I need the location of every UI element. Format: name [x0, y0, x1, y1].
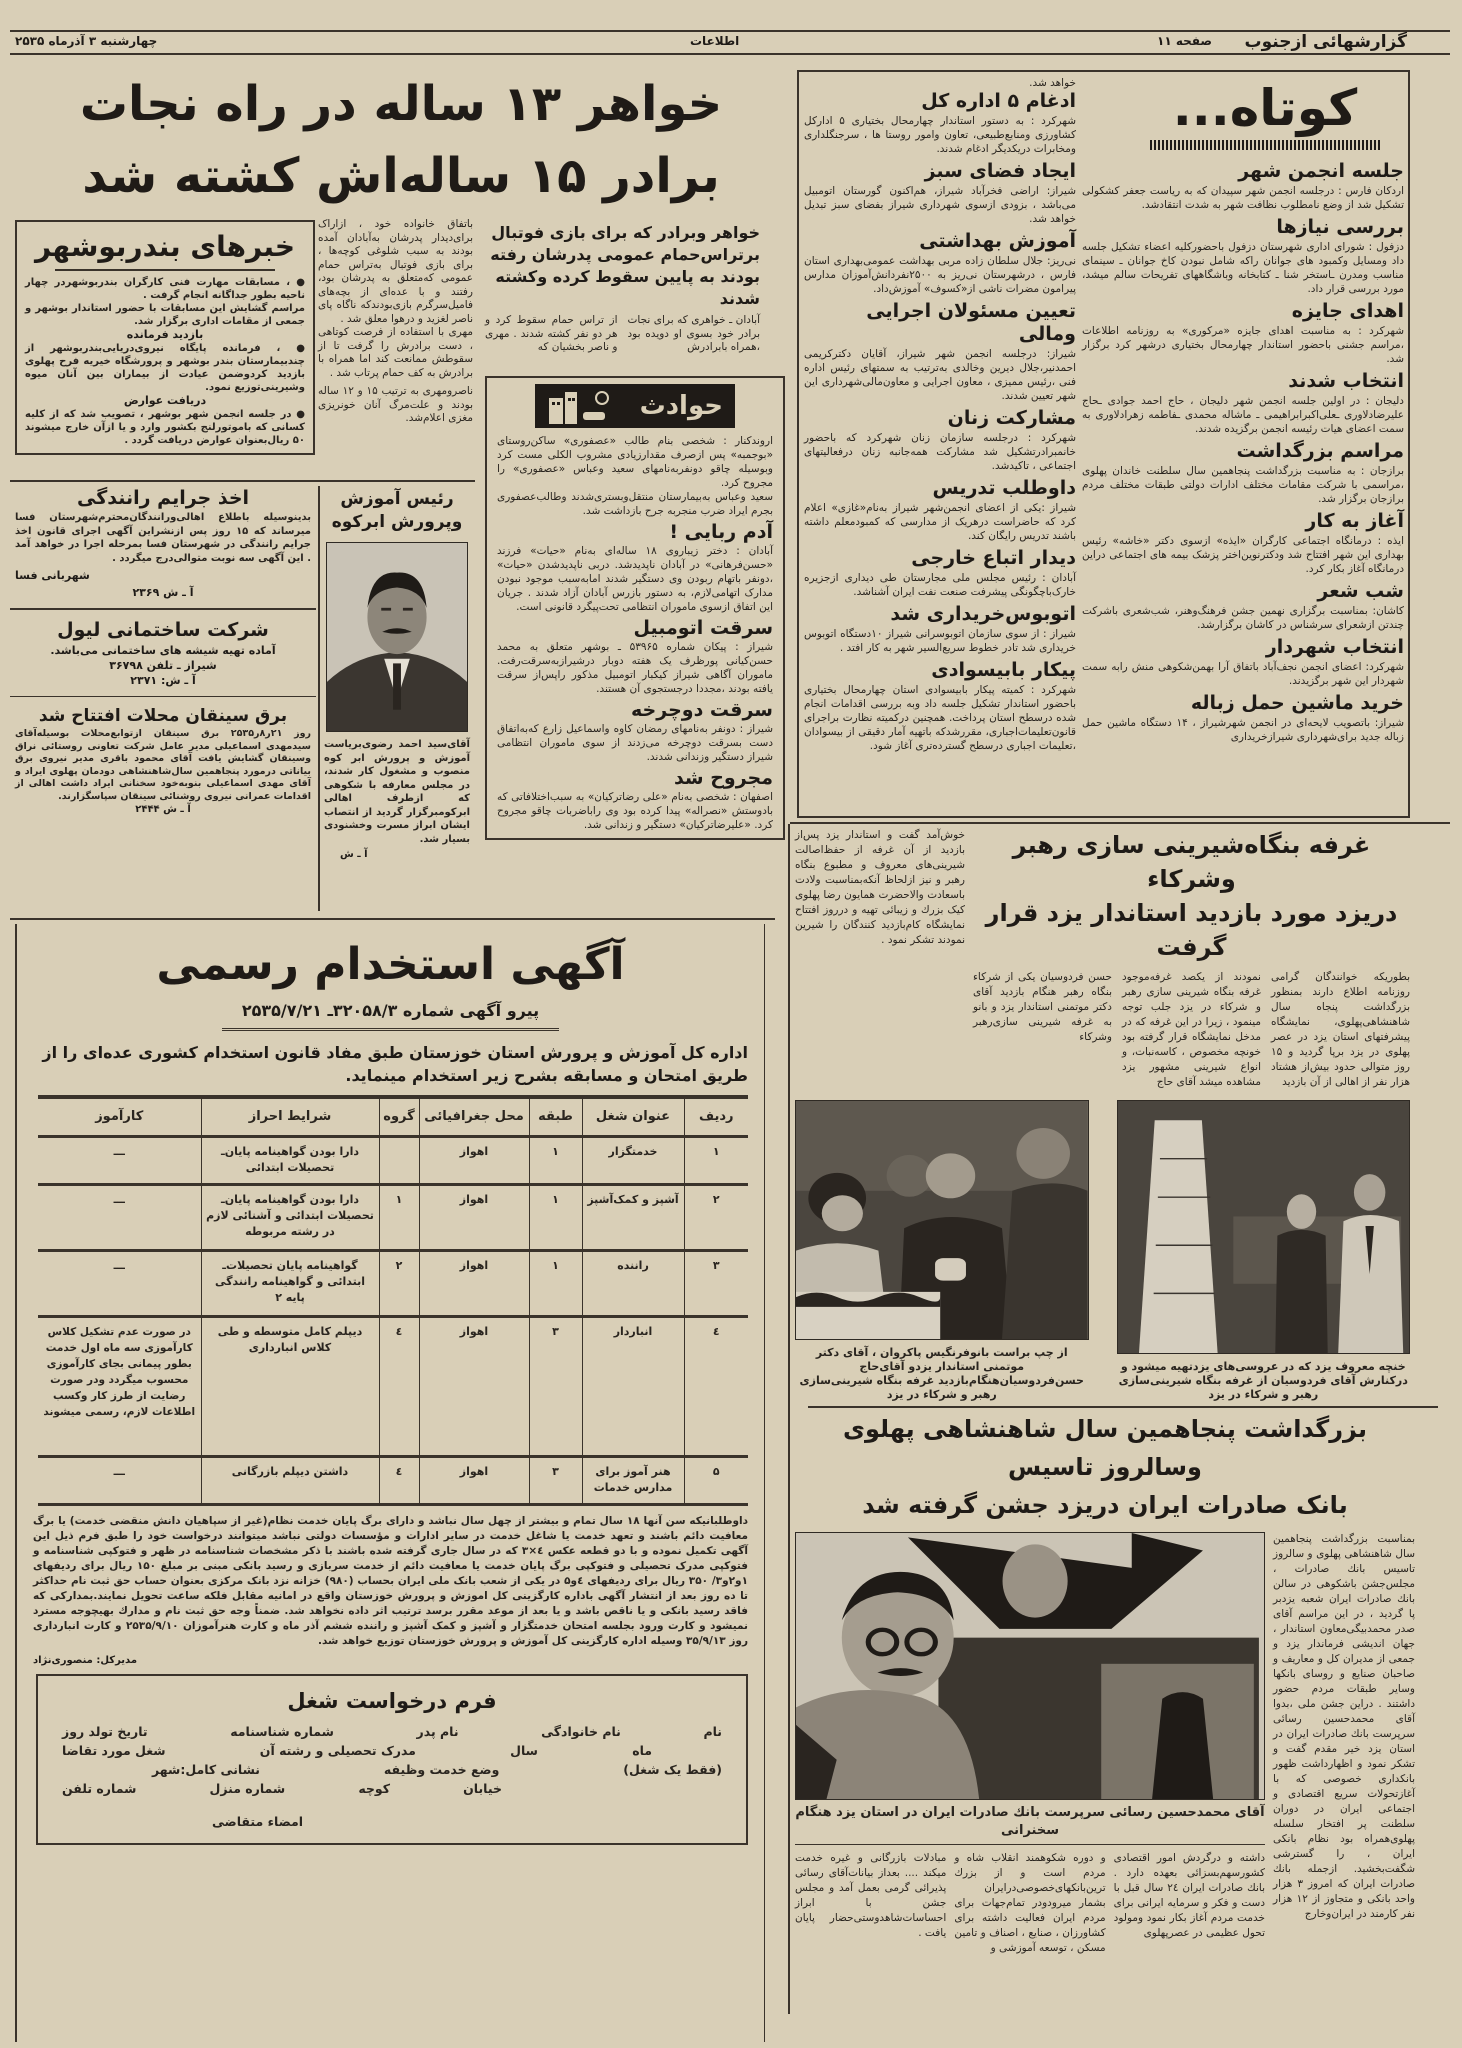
bushehr-title: خبرهای بندربوشهر [34, 230, 296, 263]
wedding-tray-photo [1117, 1100, 1411, 1354]
cell-job-title: راننده [582, 1251, 684, 1317]
brief-text: شیراز: درجلسه انجمن شهر شیراز، آقایان دکترکریمی احمدنیر،جلال دیرین وخالدی به‌ترتیب به سمتهای رئیس اداره فنی ،رئیس ممیزی ، معاون اجرایی و معاون‌مالی‌شهرداری این شهر تعیین شدند. [804, 348, 1076, 402]
cell-group: ۲ [379, 1251, 419, 1317]
cell-requirements: دیپلم کامل متوسطه و طی کلاس انبارداری [201, 1317, 379, 1457]
sweets-photo-left-group [795, 1100, 1089, 1402]
form-field-id-number[interactable]: شماره شناسنامه [230, 1724, 334, 1739]
briefs-right-column [1082, 160, 1404, 748]
brief-text: شهرکرد : درجلسه سازمان زنان شهرکرد که باحضور خانمبرادرتشکیل شد مشارکت همه‌جانبه زنان درفعالیتهای اجتماعی ، تاکیدشد. [804, 432, 1076, 472]
sweets-text-area [795, 828, 1410, 1090]
bank-col-1: داشته و درگردش امور اقتصادی کشورسهم‌بسزائی بعهده دارد . بانك صادرات ایران ۲٤ سال قبل با دست و فکر و سرمایه ایرانی برای خدمت مردم آغاز بکار نمود ومولود تحول عظیمی در عصرپهلوی [1113, 1852, 1265, 1939]
cell-job-title: آشپز و کمک‌آشپز [582, 1185, 684, 1251]
header-rule-top [10, 30, 1450, 32]
cell-row-number: ۱ [684, 1137, 748, 1185]
form-field-signature[interactable]: امضاء متقاضی [212, 1814, 304, 1829]
driving-fines-text: بدینوسیله باطلاع اهالی‌ورانندگان‌محترم‌شهرستان فسا میرساند که ۱۵ روز پس ازنشراین آگهی اجرای قانون اخذ جرایم رانندگی در شهرستان فسا بمرحله اجرا در خواهد آمد . این آگهی سه نوبت متوالی‌درج میگردد . [15, 512, 311, 564]
lead-body-p2: مهری با استفاده از فرصت کوتاهی ، دست برادرش را گرفت تا از سقوطش ممانعت کند اما همراه با برادرش به کف حمام پرتاب شد . [318, 326, 473, 379]
abarkuh-title-2: وپرورش ابرکوه [331, 512, 463, 532]
bushehr-p1: ● ، مسابقات مهارت فنی کارگران بندربوشهردر چهار ناحیه بطور جداگانه انجام گرفت . [25, 277, 305, 301]
job-ad-director: مدیرکل: منصوری‌نژاد [33, 1655, 138, 1666]
driving-fines-ad [15, 486, 311, 600]
incident-item [497, 521, 773, 614]
table-row [38, 1185, 748, 1251]
column-header-job-title: عنوان شغل [582, 1099, 684, 1137]
brief-item [1082, 216, 1404, 296]
job-ad-title: آگهی استخدام رسمی [156, 939, 625, 990]
form-field-address-city[interactable]: نشانی کامل:شهر [152, 1762, 260, 1777]
sweets-sidebar-divider [788, 824, 790, 2014]
form-row [62, 1722, 722, 1741]
brief-title: شب شعر [1317, 580, 1404, 602]
lead-headline-line-1: خواهر ۱۳ ساله در راه نجات [79, 76, 723, 132]
bushehr-h2: بازدید فرمانده [126, 328, 204, 341]
bank-photo-caption: آقای محمدحسین رسائی سرپرست بانك صادرات ایران در استان یزد هنگام سخنرانی [795, 1800, 1265, 1845]
form-row [62, 1760, 722, 1779]
lead-body-p3: ناصرومهری به ترتیب ۱۵ و ۱۲ ساله بودند و علت‌مرگ آنان خونریزی مغزی اعلام‌شد. [318, 385, 474, 424]
brief-title: ادغام ۵ اداره کل [921, 90, 1076, 112]
briefs-logo [1140, 76, 1390, 160]
cell-class: ۳ [529, 1317, 582, 1457]
brief-text: اردکان فارس : درجلسه انجمن شهر سپیدان که به ریاست جعفر کشکولی تشکیل شد از وضع نامطلوب نظافت شهر به شدت انتقادشد. [1082, 185, 1404, 211]
job-positions-table [38, 1099, 748, 1506]
lead-headline-line-2: برادر ۱۵ ساله‌اش کشته شد [82, 148, 720, 204]
level-company-title: شرکت ساختمانی لیول [57, 618, 269, 641]
brief-item [804, 547, 1076, 599]
brief-item [1082, 300, 1404, 366]
brief-text: شهرکرد : به مناسبت اهدای جایزه «مرکوری» به روزنامه اطلاعات ،مراسم جشنی باحضور استاندار چهارمحال بختیاری درشهر کرد برگزار شد. [1082, 325, 1404, 365]
form-row [62, 1741, 722, 1760]
incident-item [497, 767, 773, 832]
driving-fines-signature: شهربانی فسا [15, 569, 90, 582]
brief-title: ایجاد فضای سبز [924, 160, 1076, 182]
bank-top-rule [808, 1406, 1438, 1408]
brief-text: ایذه : درمانگاه اجتماعی کارگران «ایذه» ازسوی دکتر «خاشه» رئیس بهداری این شهر افتتاح شد ودکترنوین‌اختر پزشک بیمه های اجتماعی دراین درمانگاه آغاز بکار کرد. [1082, 535, 1404, 575]
bank-headline-line-1: بزرگداشت پنجاهمین سال شاهنشاهی پهلوی وسالروز تاسیس [842, 1415, 1367, 1481]
brief-title: اهدای جایزه [1291, 300, 1404, 322]
incidents-logo-text: حوادث [639, 391, 723, 421]
incident-title: سرقت اتومبیل [633, 617, 773, 639]
sinqan-power-title: برق سینقان محلات افتتاح شد [38, 706, 288, 726]
brief-text: شیراز : از سوی سازمان اتوبوسرانی شیراز ۱۰دستگاه اتوبوس خریداری شد تادر خطوط سریع‌السیر شهر به کار افتد . [804, 628, 1076, 654]
cell-requirements: داشتن دیپلم بازرگانی [201, 1457, 379, 1505]
cell-location: اهواز [419, 1185, 529, 1251]
sweets-photo-caption-left: از چپ براست بانوفرنگیس پاکروان ، آقای دکتر موتمنی استاندار یزدو آقای‌حاج حسن‌فردوسیان‌هنگام‌بازدید غرفه بنگاه شیرینی‌سازی رهبر و شرکاء در یزد [799, 1346, 1084, 1401]
abarkuh-code: آ ـ ش [340, 849, 368, 860]
cell-row-number: ۲ [684, 1185, 748, 1251]
brief-item [1082, 440, 1404, 506]
bank-speech-photo [795, 1532, 1265, 1800]
job-application-form [36, 1674, 748, 1845]
sweets-sidebar-text: خوش‌آمد گفت و استاندار یزد پس‌از بازدید از آن غرفه از حفظ‌اصالت شیرینی‌های معروف و مطبوع بنگاه رهبر و نیز ازلحاظ آنکه‌بمناسبت ولادت باسعادت والاحضرت همایون رضا پهلوی کیک بزرك و زیبائی تهیه و درروز افتتاح نمایشگاه کام‌بازدید کنندگان را شیرین نمودند تشکر نمود . [795, 829, 965, 946]
cell-group [379, 1137, 419, 1185]
form-field-first-name[interactable]: نام [703, 1724, 722, 1739]
sweets-col-2: نمودند از یکصد غرفه‌موجود غرفه بنگاه شیرینی سازی رهبر و شرکاء در یزد جلب توجه مینمود ، زیرا در این غرفه که در مدخل نمایشگاه قرار گرفته بود خونچه مخصوص ، کاسه‌نبات، و انواع شیرینی مشهور یزد مشاهده میشد آقای حاج [1122, 971, 1261, 1088]
sweets-col-1: بطوریکه خوانندگان گرامی روزنامه اطلاع دارند بمنظور بزرگداشت پنجاه سال شاهنشاهی‌پهلوی، نمایشگاه پیشرفتهای استان یزد در عصر پهلوی در یزد برپا گردید و ۱۵ روز متوالی حدود بیش‌از هشتاد هزار نفر از اهالی از آن بازدید [1271, 971, 1410, 1088]
lead-subhead: خواهر وبرادر که برای بازی فوتبال برتراس‌حمام عمومی پدرشان رفته بودند به پایین سقوط کرده وکشته شدند [490, 223, 760, 308]
incidents-intro-1: اروندکنار : شخصی بنام طالب «عصفوری» ساکن‌روستای «بوجمبه» پس ازصرف مقدارزیادی مشروب الکلی مست کرد وبوسیله چاقو دونفربه‌نامهای سعید وعباس «عصفوری» را مجروح کرد. [497, 435, 773, 489]
cell-job-title: هنر آموز برای مدارس خدمات [582, 1457, 684, 1505]
ads-top-rule [10, 480, 475, 482]
sinqan-power-code: آ ـ ش ۲۴۴۴ [135, 804, 191, 815]
sweets-columns [973, 970, 1410, 1090]
newspaper-name: اطلاعات [690, 34, 740, 48]
brief-item [804, 160, 1076, 226]
form-field-house-number[interactable]: شماره منزل [209, 1781, 286, 1796]
sweets-story [795, 828, 1410, 1402]
incident-item [497, 699, 773, 764]
page-number: صفحه ۱۱ [1157, 34, 1212, 48]
job-ad-reference-wrap [33, 1000, 748, 1031]
incident-text: شیراز : دونفر به‌نامهای رمضان کاوه واسماعیل زارع که‌به‌اتفاق دست بسرقت دوچرخه می‌زدند از سوی ماموران انتظامی شیراز دستگیر وزندانی شدند. [497, 723, 773, 763]
form-field-father-name[interactable]: نام پدر [416, 1724, 459, 1739]
brief-title: تعیین مسئولان اجرایی ومالی [866, 300, 1076, 345]
cell-class: ۱ [529, 1185, 582, 1251]
brief-title: انتخاب شدند [1288, 370, 1404, 392]
cell-requirements: دارا بودن گواهینامه پایان‌ـ تحصیلات ابتدائی [201, 1137, 379, 1185]
brief-text: شیراز: باتصویب لایحه‌ای در انجمن شهرشیراز ، ۱۴ دستگاه ماشین حمل زباله جدید برای‌شهرداری شیرازخریداری [1082, 717, 1405, 743]
brief-item [804, 230, 1076, 296]
buildings-illustration-icon [547, 388, 617, 424]
brief-text: شیراز: اراضی فخرآباد شیراز، هم‌اکنون گورستان اتومبیل می‌باشد ، بزودی ازسوی شهرداری شیراز بفضای سبز تبدیل خواهد شد. [804, 185, 1076, 225]
ads-column-divider [318, 486, 320, 911]
incidents-logo [535, 384, 735, 428]
cell-job-title: خدمتگزار [582, 1137, 684, 1185]
column-header-group: گروه [379, 1099, 419, 1137]
brief-title: بررسی نیازها [1276, 216, 1404, 238]
incidents-box [485, 376, 785, 840]
form-field-requested-job[interactable]: شغل مورد تقاضا [62, 1743, 166, 1758]
cell-trainee: ـــ [38, 1251, 201, 1317]
lead-intro-left: از تراس حمام سقوط کرد و هر دو نفر کشته شدند . مهری و ناصر بخشیان که [485, 314, 618, 353]
brief-text: شهرکرد: اعضای انجمن نجف‌آباد باتفاق آرا بهمن‌شکوهی منش رابه سمت شهردار این شهر برگزیدند. [1082, 661, 1404, 687]
column-header-location: محل جغرافیائی [419, 1099, 529, 1137]
table-row [38, 1317, 748, 1457]
cell-class: ۱ [529, 1251, 582, 1317]
brief-item [1082, 370, 1404, 436]
brief-item [1082, 580, 1404, 632]
incident-title: آدم ربایی ! [669, 521, 773, 543]
brief-title: مراسم بزرگداشت [1236, 440, 1404, 462]
sweets-headline-line-1: غرفه بنگاه‌شیرینی سازی رهبر وشرکاء [1012, 831, 1371, 893]
brief-text: برازجان : به مناسبت بزرگداشت پنجاهمین سال سلطنت خاندان پهلوی ،مراسمی با شرکت مقامات مختلف ادارات دولتی طبقات مختلف مردم برازجان برگزار شد. [1082, 465, 1404, 505]
level-company-text: آماده تهیه شیشه های ساختمانی می‌باشد. [50, 643, 276, 657]
bank-sidebar-text: بمناسبت بزرگداشت پنجاهمین سال شاهنشاهی پهلوی و سالروز تاسیس بانك صادرات ، مجلس‌جشن باشکوهی در سالن بانك صادرات ایران شعبه یزدبر پا گردید ، در این مراسم آقای صدر محمدبیگی‌معاون استاندار ، جهان اندیشی فرماندار یزد و جمعی از مدیران کل و معاریف و صاحبان صنایع و روسای بانکها وسایر طبقات مردم حضور داشتند . دراین جشن ملی ،بدوا آقای محمدحسین رسائی سرپرست بانك صادرات ایران در استان یزد خیر مقدم گفت و تشکر نمود و اظهارداشت ظهور بانکداری خصوصی که با آغازتحولات سریع اقتصادی و اجتماعی ایران در دوران سلطنت پر افتخار سلسله پهلوی‌همراه بود نظام بانکی ایران ، را گسترشی شگفت‌بخشید. ازجمله بانك صادرات ایران که امروز ۳ هزار واحد بانکی و متجاوز از ۱۲ هزار نفر کارمند در ایران‌وخارج [1273, 1533, 1415, 1920]
brief-title: دیدار اتباع خارجی [911, 547, 1076, 569]
job-ad-reference: پیرو آگهی شماره ۳۲۰۵۸/۳ـ ۲۵۳۵/۷/۲۱ [222, 1000, 559, 1031]
abarkuh-title-1: رئیس آموزش [340, 489, 454, 509]
brief-item [804, 477, 1076, 543]
form-field-birth-year[interactable]: سال [510, 1743, 538, 1758]
brief-item [804, 659, 1076, 753]
abarkuh-caption: آقای‌سید احمد رضوی‌بریاست آموزش و پرورش ابر کوه منصوب و مشغول کار شدند، در مجلس معارفه با شکوهی که ازطرف اهالی ابرکومبرگزار گردید از انتصاب ایشان ابراز مسرت وخشنودی بسیار شد. [324, 739, 470, 845]
column-header-class: طبقه [529, 1099, 582, 1137]
level-company-ad [15, 618, 311, 688]
form-field-street[interactable]: خیابان [463, 1781, 502, 1796]
cell-group: ۱ [379, 1185, 419, 1251]
bushehr-title-rule [55, 269, 275, 271]
ads-rule-2 [10, 696, 316, 698]
incident-title: سرقت دوچرخه [631, 699, 773, 721]
bank-headline-line-2: بانک صادرات ایران دریزد جشن گرفته شد [862, 1491, 1348, 1519]
lead-subhead-block [485, 222, 760, 355]
sinqan-power-text: روز ۲۱ر۸ر۲۵۳۵ برق سینقان ازتوابع‌محلات بوسیله‌آقای سیدمهدی اسماعیلی مدیر عامل شرکت تعاونی روستائی نراق وسینقان گشایش یافت آقای محمود باقری مدیر نیروی برق بیاناتی درمورد پنجاهمین سال‌شاهنشاهی دودمان پهلوی ایراد و آقای مهدی اسماعیلی بنوبه‌خود سخنانی ایراد داشت اهالی از اقدامات عمرانی نیروی روشنائی سینقان سپاسگزارند. [15, 728, 311, 802]
brief-continuation: خواهد شد. [1029, 77, 1076, 89]
cell-class: ۱ [529, 1137, 582, 1185]
cell-requirements: دارا بودن گواهینامه پایان‌ـ تحصیلات ابتدائی و آشنائی لازم در رشته مربوطه [201, 1185, 379, 1251]
incident-text: اصفهان : شخصی به‌نام «علی رضاترکیان» به سبب‌اختلافاتی که بادوستش «نصراله» پیدا کرده بود وی راباضربات چاقو مجروح کرد. «علیرضاترکیان» دستگیر و زندانی شد. [497, 791, 773, 831]
brief-item [1082, 510, 1404, 576]
section-title: گزارشهائی ازجنوب [1244, 32, 1407, 52]
sweets-photo-caption-right: خنچه معروف یزد که در عروسی‌های یزدتهیه میشود و درکنارش آقای فردوسیان از غرفه بنگاه شیرینی‌سازی رهبر و شرکاء در یزد [1118, 1360, 1408, 1401]
cell-job-title: انباردار [582, 1317, 684, 1457]
cell-location: اهواز [419, 1251, 529, 1317]
column-header-requirements: شرایط احراز [201, 1099, 379, 1137]
cell-trainee: ـــ [38, 1457, 201, 1505]
sweets-visit-photo [795, 1100, 1089, 1340]
brief-title: داوطلب تدریس [932, 477, 1076, 499]
incident-item [497, 617, 773, 696]
bank-col-2: و دوره شکوهمند انقلاب شاه و مردم است و از بزرك ترین‌بانکهای‌خصوصی‌درایران بشمار میرودودر تمام‌جهات برای مردم ایران فعالیت داشته برای کشاورزان ، صنایع ، اصناف و تامین مسکن ، توسعه آموزشی و [954, 1852, 1106, 1954]
sinqan-power-ad [15, 705, 311, 817]
brief-title: جلسه انجمن شهر [1238, 160, 1404, 182]
bushehr-p3: ● ، فرمانده پایگاه نیروی‌دریایی‌بندربوشهر از چندبیمارستان بندر بوشهر و پرورشگاه خیریه فرح پهلوی بازدید کردوضمن عیادت از بیماران بین آنان میوه وشیرینی‌توزیع نمود. [25, 343, 305, 393]
brief-item [804, 300, 1076, 403]
driving-fines-code: آ ـ ش ۲۳۶۹ [132, 586, 194, 599]
form-note-one-job: (فقط یک شغل) [623, 1762, 722, 1777]
cell-row-number: ۵ [684, 1457, 748, 1505]
cell-class: ۳ [529, 1457, 582, 1505]
bank-col-3: مبادلات بازرگانی و غیره خدمت میکند .... بعداز بیانات‌آقای رسائی پذیرائی گرمی بعمل آمد و مجلس جشن با ابراز احساسات‌شاهدوستی‌حضار پایان یافت . [795, 1852, 947, 1939]
header-rule-bottom [10, 53, 1450, 55]
brief-text: شهرکرد : کمیته پیکار بابیسوادی استان چهارمحال بختیاری باحضور استاندار تشکیل جلسه داد وبه بررسی اقدامات انجام شده درسطح استان پرداخت. همچنین درکمیته نظارت براجرای قانون‌تعلیمات‌اجباری، مقررشدکه باتهیه آمار دقیقی از بیسوادان ،تعلیمات اجباری درسطح گسترده‌تری آغاز شود. [804, 684, 1076, 752]
form-row [62, 1812, 722, 1831]
briefs-logo-text: کوتاه... [1172, 79, 1358, 137]
table-row [38, 1251, 748, 1317]
briefs-logo-bar [1150, 140, 1380, 150]
form-field-birth-month[interactable]: ماه [632, 1743, 652, 1758]
ads-rule-1 [10, 608, 316, 610]
sweets-col-3: حسن فردوسیان یکی از شرکاء بنگاه رهبر هنگام بازدید آقای دکتر موتمنی استاندار یزد و بانو به غرفه شیرینی سازی‌رهبر وشرکاء [973, 971, 1112, 1043]
sweets-photo-right-group [1117, 1100, 1411, 1402]
sweets-photos-row [795, 1100, 1410, 1402]
bushehr-p2: مراسم گشایش این مسابقات با حضور استاندار بوشهر و جمعی از مقامات اداری برگزار شد. [25, 303, 305, 327]
cell-group: ٤ [379, 1457, 419, 1505]
table-row [38, 1137, 748, 1185]
form-title: فرم درخواست شغل [287, 1689, 497, 1713]
bank-body-row [795, 1532, 1415, 1956]
form-field-alley[interactable]: کوچه [358, 1781, 391, 1796]
brief-item [1082, 692, 1404, 744]
job-ad-conditions: داوطلبانیکه سن آنها ۱۸ سال تمام و بیشتر از چهل سال نباشد و دارای برگ پایان خدمت نظام(غیر از سپاهیان دانش منقضی خدمت) یا برگ معافیت دائم باشند و تعهد خدمت یا شاغل خدمت در سایر ادارات و مؤسسات دولتی نباشد میتوانند درخواست خود را طبق فرم ذیل این آگهی تکمیل نموده و با دو قطعه عکس ٤×۳ که در سال جاری گرفته شده باشند با ذکر مشخصات شناسنامه در ظهر و فتوکپی شناسنامه و فتوکپی مدرک تحصیلی و فتوکپی برگ پایان خدمت یا معافیت دائم از خدمت سربازی و رسید بانکی مبنی بر مبلغ ۱۵۰ ریال برای ردیفهای ۱و۲و۳/ ۳۵۰ ریال برای ردیفهای ٤و۵ در یکی از شعب بانک ملی ایران بحساب (۹۸۰) خزانه نزد بانک مرکزی بعنوان حساب حق ثبت نام حداکثر تا ده روز بعد از انتشار آگهی باداره کارگزینی کل اموزش و پرورش خوزستان واقع در امانیه مقابل فلکه ساعت تحویل نمایند.بمدارکی که فاقد رسید بانکی و یا ناقص باشد و یا بعد از موعد مقرر برسد ترتیب اثر داده نخواهد شد. ضمناً وجه حق ثبت نام و مدارك بهیچوجه مسترد نمیشود و کارت ورود بجلسه امتحان خدمتگزار و آشپز و کمک آشپز و راننده ششم آذر ماه و کارت هنرآموزان ۲۵۳۵/۹/۱۰ و کارت انبارداری روز ۳۵/۹/۱۳ وسیله اداره کارگزینی کل آموزش و پرورش خوزستان توزیع خواهد شد. [33, 1515, 749, 1647]
brief-item [1082, 636, 1404, 688]
incident-text: آبادان : دختر زیباروی ۱۸ ساله‌ای به‌نام «حیات» فرزند «حسن‌فرهانی» در آبادان ناپدیدشد. دربی ناپدیدشدن «حیات» ،دونفر باتهام ربودن وی دستگیر شدند امابه‌سبب موجود نبودن مدارک اتهامی‌لازم، به دستور بازرس آبادان آزاد شدند . جریان این اتفاق ازسوی ماموران انتظامی تحت‌پیگرد قانونی است. [497, 545, 773, 613]
job-ad-top-rule [10, 918, 775, 920]
cell-requirements: گواهینامه پایان تحصیلات‌ـ ابتدائی و گواهینامه رانندگی پایه ۲ [201, 1251, 379, 1317]
driving-fines-title: اخذ جرایم رانندگی [76, 487, 250, 509]
brief-title: آغاز به کار [1305, 510, 1404, 532]
bank-main-column [795, 1532, 1265, 1956]
bank-story [795, 1410, 1415, 2044]
brief-text: آبادان : رئیس مجلس ملی مجارستان طی دیداری ازجزیره خارک‌باچگونگی پیشرفت صنعت نفت ایران آشناشد. [804, 572, 1076, 598]
brief-text: نی‌ریز: جلال سلطان زاده مربی بهداشت عمومی‌بهداری استان فارس ، درشهرستان نی‌ریز به ۲۵۰۰نفردانش‌آموزان مدارس پیرامون مضرات ناشی از«کسوف» آموزش‌داد. [804, 255, 1077, 295]
brief-text: دلیجان : در اولین جلسه انجمن شهر دلیجان ، حاج احمد جوادی ـحاج علیرضادلاوری ـعلی‌اکبرابراهیمی ـ ماشاله محمدی ـفاطمه زهرادلاوری به سمت اعضای هیات رئیسه انجمن برگزیده شدند. [1082, 395, 1404, 435]
form-field-last-name[interactable]: نام خانوادگی [541, 1724, 621, 1739]
lead-headline [12, 68, 790, 212]
column-header-row-number: ردیف [684, 1099, 748, 1137]
level-company-phone: شیراز ـ تلفن ۳۶۷۹۸ [109, 658, 217, 672]
bushehr-p4: ● در جلسه انجمن شهر بوشهر ، تصویب شد که از کلیه کسانی که باموتورلنج بکشور وارد و یا ازآن خارج میشوند ۵۰ ریال‌بعنوان عوارض دریافت گردد . [25, 409, 305, 446]
cell-location: اهواز [419, 1457, 529, 1505]
issue-date: چهارشنبه ۳ آذرماه ۲۵۳۵ [15, 34, 158, 48]
lead-intro-columns [485, 314, 760, 355]
cell-location: اهواز [419, 1317, 529, 1457]
table-row [38, 1457, 748, 1505]
lead-intro-right: آبادان ـ خواهری که برای نجات برادر خود بسوی او دویده بود ،همراه بابرادرش [627, 314, 760, 353]
incidents-intro-2: سعید وعباس به‌بیمارستان منتقل‌وبستری‌شدند وطالب‌عصفوری بجرم ایراد ضرب منجربه جرح بازداشت شد. [497, 491, 773, 517]
brief-text: شیراز :یکی از اعضای انجمن‌شهر شیراز به‌نام«غازی» اعلام کرد که حاضراست درهریک از مدارسی که کمبودمعلم داشته باشند تدریس رایگان کند. [804, 502, 1076, 542]
cell-trainee: در صورت عدم تشکیل کلاس کارآموزی سه ماه اول خدمت بطور پیمانی بجای کارآموزی محسوب میگردد ودر صورت رضایت از طرز کار وکسب اطلاعات لازم، رسمی میشوند [38, 1317, 201, 1457]
cell-row-number: ٤ [684, 1317, 748, 1457]
cell-row-number: ۳ [684, 1251, 748, 1317]
left-ads-column [15, 486, 311, 817]
sweets-headline-line-2: دریزد مورد بازدید استاندار یزد قرار گرفت [985, 899, 1398, 961]
cell-location: اهواز [419, 1137, 529, 1185]
sweets-main-text [973, 828, 1410, 1090]
brief-title: اتوبوس‌خریداری شد [890, 603, 1076, 625]
bushehr-news-box [15, 220, 315, 455]
level-company-code: آ ـ ش: ۲۳۷۱ [130, 673, 196, 687]
incident-title: مجروح شد [673, 767, 773, 789]
brief-text: شهرکرد : به دستور استاندار چهارمحال بختیاری ۵ ادارکل کشاورزی ومنابع‌طبیعی، تعاون وامور روستا ها ، سرجنگلداری ومخابرات دریکدیگر ادغام شدند. [804, 115, 1076, 155]
form-field-military-status[interactable]: وضع خدمت وظیفه [383, 1762, 500, 1777]
cell-group: ٤ [379, 1317, 419, 1457]
brief-item [804, 407, 1076, 473]
briefs-left-column [804, 76, 1076, 757]
brief-title: انتخاب شهردار [1265, 636, 1404, 658]
brief-item [1082, 160, 1404, 212]
brief-title: مشارکت زنان [947, 407, 1076, 429]
lead-body-p1: باتفاق خانواده خود ، ازاراک برای‌دیدار پدرشان به‌آبادان آمده بودند به سبب شلوغی کوچه‌ها ، برای بازی فوتبال به‌تراس حمام عمومی که‌متعلق به پدرشان بود، رفتند و با عده‌ای از بچه‌های فامیل‌سرگرم بازی‌بودندکه ناگاه پای ناصر لغزید و درهوا معلق شد . [318, 218, 473, 325]
sweets-headline [973, 828, 1410, 964]
brief-title: خرید ماشین حمل زباله [1190, 692, 1404, 714]
brief-text: دزفول : شورای اداری شهرستان دزفول باحضورکلیه اعضاء تشکیل جلسه داد ومسایل وکمبود های جوانان راکه شامل نبودن کاخ جوانان ـ سینمای مناسب ومدرن ـاستخر شنا ـ کتابخانه وباشگاههای تفریحات سالم میشد، مورد بررسی قرار داد. [1082, 241, 1404, 295]
form-field-education[interactable]: مدرک تحصیلی و رشته آن [259, 1743, 416, 1758]
form-field-birth-day[interactable]: تاریخ تولد روز [62, 1724, 148, 1739]
sweets-top-rule [790, 822, 1450, 824]
brief-item [804, 603, 1076, 655]
job-ad-intro: اداره کل آموزش و پرورش استان خوزستان طبق مفاد قانون استخدام کشوری عده‌ای را از طریق امتحان و مسابقه بشرح زیر استخدام مینماید. [42, 1043, 748, 1085]
portrait-photo [326, 542, 468, 732]
form-field-phone[interactable]: شماره تلفن [62, 1781, 137, 1796]
cell-trainee: ـــ [38, 1185, 201, 1251]
bank-columns [795, 1851, 1265, 1956]
brief-text: کاشان: بمناسبت برگزاری نهمین جشن فرهنگ‌وهنر، شب‌شعری باشرکت چندتن ازشعرای سرشناس در کاشان برگزارشد. [1082, 605, 1404, 631]
abarkuh-education-story [324, 488, 470, 862]
incident-text: شیراز : پیکان شماره ۵۳۹۶۵ ـ بوشهر متعلق به محمد حسن‌کیانی پورظرف یک هفته دوبار درشیرازبه‌سرقت‌رفت. ماموران آگاهی شیراز کیکبار اتومبیل مذکور راپس‌از سرقت یافته بودند ،مجددا درجستجوی آن هستند. [497, 641, 774, 695]
form-row [62, 1779, 722, 1798]
job-ad [15, 924, 765, 2042]
bank-headline [795, 1410, 1415, 1524]
bushehr-h3: دریافت عوارض [123, 394, 207, 407]
cell-trainee: ـــ [38, 1137, 201, 1185]
brief-title: پیکار بابیسوادی [931, 659, 1076, 681]
brief-title: آموزش بهداشتی [919, 230, 1076, 252]
column-header-trainee: کارآموز [38, 1099, 201, 1137]
brief-item [804, 90, 1076, 156]
lead-body [318, 218, 473, 426]
table-header-row [38, 1099, 748, 1137]
